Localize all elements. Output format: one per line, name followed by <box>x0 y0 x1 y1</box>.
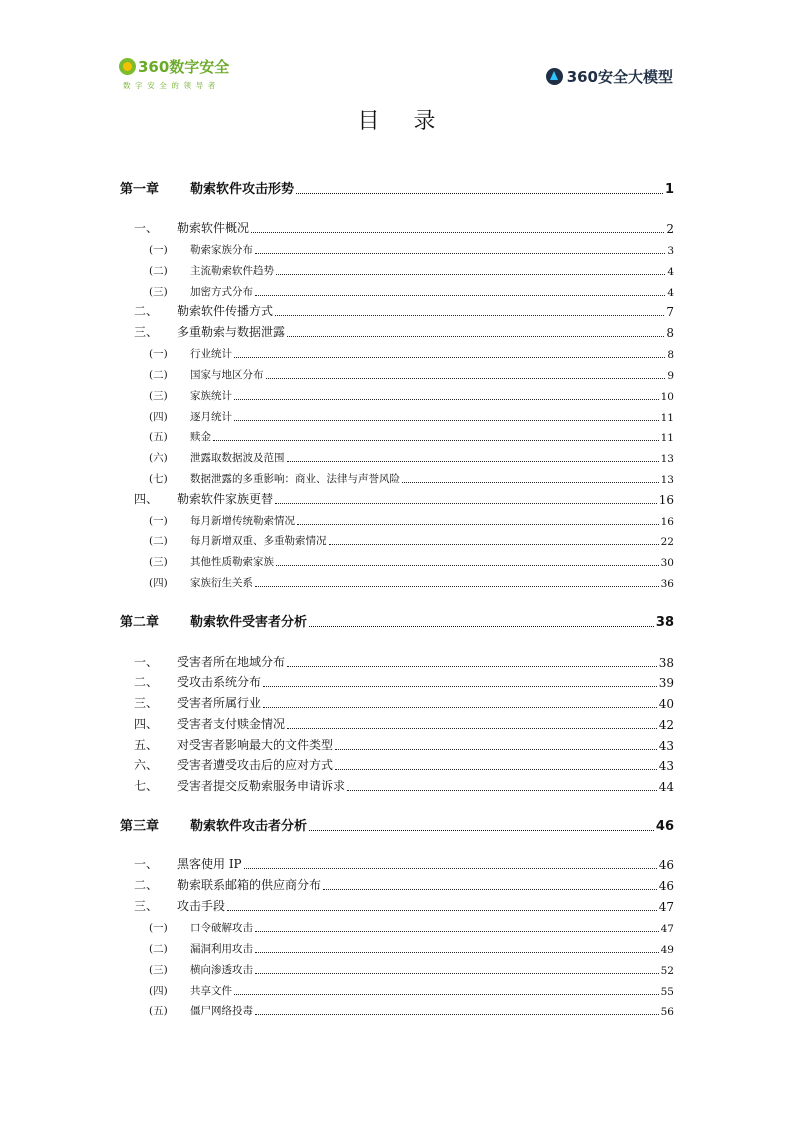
toc-entry-title: 其他性质勒索家族 <box>190 556 274 568</box>
toc-entry-page-number: 30 <box>660 557 674 569</box>
toc-entry-title: 加密方式分布 <box>190 286 253 298</box>
toc-entry-title: 勒索软件攻击者分析 <box>190 819 308 834</box>
toc-entry-title: 勒索家族分布 <box>190 244 253 256</box>
toc-entry-number: (二) <box>149 369 168 381</box>
toc-entry-number: (一) <box>149 515 168 527</box>
toc-entry-number: 第二章 <box>120 615 160 630</box>
toc-entry-title: 受害者所属行业 <box>177 696 262 710</box>
toc-entry-number: (二) <box>149 535 168 547</box>
dot-leader <box>287 335 664 337</box>
toc-entry[interactable] <box>0 982 793 1000</box>
toc-entry-title: 勒索软件概况 <box>177 221 250 235</box>
dot-leader <box>287 665 657 667</box>
logo-brand-text: 360数字安全 <box>138 58 230 76</box>
toc-entry-page-number: 3 <box>667 245 674 257</box>
dot-leader <box>255 930 659 932</box>
toc-entry[interactable] <box>0 491 793 509</box>
toc-entry-title: 攻击手段 <box>177 899 226 913</box>
toc-entry-title: 赎金 <box>190 431 211 443</box>
toc-entry[interactable] <box>0 898 793 916</box>
dot-leader <box>234 993 659 995</box>
toc-entry-number: 第一章 <box>120 182 160 197</box>
toc-entry-page-number: 7 <box>666 305 674 319</box>
toc-entry-page-number: 8 <box>667 349 674 361</box>
toc-entry-number: 三、 <box>134 899 159 913</box>
toc-entry-page-number: 55 <box>660 986 674 998</box>
toc-entry-number: 七、 <box>134 779 159 793</box>
dot-leader <box>275 314 664 316</box>
dot-leader <box>266 377 666 379</box>
toc-entry-number: (三) <box>149 390 168 402</box>
toc-entry-title: 受害者提交反勒索服务申请诉求 <box>177 779 346 793</box>
toc-entry-title: 勒索联系邮箱的供应商分布 <box>177 878 322 892</box>
toc-entry-title: 共享文件 <box>190 985 232 997</box>
toc-entry-number: (六) <box>149 452 168 464</box>
toc-entry-page-number: 13 <box>660 474 674 486</box>
dot-leader <box>297 523 659 525</box>
toc-entry[interactable] <box>0 532 793 550</box>
toc-entry[interactable] <box>0 512 793 530</box>
toc-entry[interactable] <box>0 283 793 301</box>
toc-entry-title: 僵尸网络投毒 <box>190 1005 253 1017</box>
toc-entry-title: 漏洞利用攻击 <box>190 943 253 955</box>
toc-entry[interactable] <box>0 778 793 796</box>
toc-entry-page-number: 4 <box>667 266 674 278</box>
toc-entry[interactable] <box>0 877 793 895</box>
toc-entry-page-number: 52 <box>660 965 674 977</box>
toc-entry-title: 家族统计 <box>190 390 232 402</box>
dot-leader <box>255 294 665 296</box>
dot-leader <box>323 888 657 890</box>
toc-entry-number: 四、 <box>134 717 159 731</box>
toc-entry[interactable] <box>0 324 793 342</box>
toc-entry-title: 黑客使用 IP <box>177 857 242 871</box>
logo-slogan: 数字安全的领导者 <box>123 81 220 90</box>
toc-entry-title: 逐月统计 <box>190 411 232 423</box>
toc-entry-page-number: 39 <box>658 676 674 690</box>
toc-entry-page-number: 11 <box>660 432 674 444</box>
toc-entry[interactable] <box>0 574 793 592</box>
toc-entry-page-number: 2 <box>666 222 674 236</box>
dot-leader <box>234 419 659 421</box>
dot-leader <box>329 543 659 545</box>
toc-entry[interactable] <box>0 387 793 405</box>
toc-entry[interactable] <box>0 961 793 979</box>
toc-entry-page-number: 40 <box>658 697 674 711</box>
dot-leader <box>234 356 665 358</box>
toc-entry-page-number: 38 <box>658 656 674 670</box>
toc-entry[interactable] <box>0 757 793 775</box>
dot-leader <box>244 867 657 869</box>
dot-leader <box>255 585 659 587</box>
toc-entry-number: 一、 <box>134 221 159 235</box>
toc-entry-page-number: 46 <box>658 879 674 893</box>
dot-leader <box>402 481 659 483</box>
360-llm-logo-icon <box>546 68 563 85</box>
toc-entry[interactable] <box>0 470 793 488</box>
toc-entry-title: 家族衍生关系 <box>190 577 253 589</box>
toc-entry-number: 四、 <box>134 492 159 506</box>
toc-entry-page-number: 10 <box>660 391 674 403</box>
toc-entry[interactable] <box>0 940 793 958</box>
toc-entry[interactable] <box>0 737 793 755</box>
toc-entry-page-number: 56 <box>660 1006 674 1018</box>
toc-entry-page-number: 49 <box>660 944 674 956</box>
toc-entry[interactable] <box>0 614 793 632</box>
toc-entry[interactable] <box>0 366 793 384</box>
toc-entry-number: 五、 <box>134 738 159 752</box>
dot-leader <box>335 748 657 750</box>
toc-entry-number: (三) <box>149 286 168 298</box>
toc-entry-page-number: 8 <box>666 326 674 340</box>
toc-entry-title: 行业统计 <box>190 348 232 360</box>
toc-entry-title: 受攻击系统分布 <box>177 675 262 689</box>
toc-entry-page-number: 16 <box>658 493 674 507</box>
dot-leader <box>234 398 659 400</box>
toc-entry-number: (一) <box>149 244 168 256</box>
toc-entry[interactable] <box>0 818 793 836</box>
toc-entry-number: (四) <box>149 577 168 589</box>
toc-entry-number: (一) <box>149 348 168 360</box>
toc-entry-page-number: 36 <box>660 578 674 590</box>
toc-entry-page-number: 47 <box>658 900 674 914</box>
toc-entry[interactable] <box>0 553 793 571</box>
toc-entry[interactable] <box>0 856 793 874</box>
dot-leader <box>276 273 665 275</box>
toc-entry[interactable] <box>0 428 793 446</box>
toc-entry-title: 勒索软件家族更替 <box>177 492 274 506</box>
toc-entry-number: 六、 <box>134 758 159 772</box>
toc-entry-number: (四) <box>149 411 168 423</box>
toc-entry-page-number: 44 <box>658 780 674 794</box>
toc-entry[interactable] <box>0 345 793 363</box>
toc-entry-number: (四) <box>149 985 168 997</box>
toc-entry-title: 受害者所在地域分布 <box>177 655 286 669</box>
logo-brand-text: 360安全大模型 <box>566 68 673 86</box>
toc-entry[interactable] <box>0 695 793 713</box>
toc-entry-title: 数据泄露的多重影响：商业、法律与声誉风险 <box>190 473 400 485</box>
toc-entry-page-number: 43 <box>658 759 674 773</box>
toc-entry[interactable] <box>0 181 793 199</box>
toc-entry-title: 勒索软件攻击形势 <box>190 182 295 197</box>
toc-entry[interactable] <box>0 408 793 426</box>
dot-leader <box>347 789 657 791</box>
toc-entry-number: (二) <box>149 265 168 277</box>
toc-entry-title: 受害者支付赎金情况 <box>177 717 286 731</box>
toc-entry-title: 对受害者影响最大的文件类型 <box>177 738 334 752</box>
dot-leader <box>251 231 664 233</box>
toc-entry-number: (七) <box>149 473 168 485</box>
dot-leader <box>227 909 657 911</box>
toc-entry-page-number: 46 <box>658 858 674 872</box>
toc-entry-page-number: 13 <box>660 453 674 465</box>
toc-entry-title: 每月新增传统勒索情况 <box>190 515 295 527</box>
toc-entry-number: 一、 <box>134 857 159 871</box>
toc-entry-page-number: 9 <box>667 370 674 382</box>
dot-leader <box>287 460 659 462</box>
toc-entry-page-number: 43 <box>658 739 674 753</box>
toc-entry-number: (五) <box>149 431 168 443</box>
toc-entry-page-number: 46 <box>655 819 674 834</box>
toc-entry-number: 三、 <box>134 696 159 710</box>
toc-entry-number: 二、 <box>134 304 159 318</box>
toc-entry-page-number: 11 <box>660 412 674 424</box>
toc-entry[interactable] <box>0 449 793 467</box>
toc-entry-title: 国家与地区分布 <box>190 369 264 381</box>
toc-entry-title: 多重勒索与数据泄露 <box>177 325 286 339</box>
dot-leader <box>309 829 654 831</box>
toc-entry-number: 第三章 <box>120 819 160 834</box>
toc-entry-title: 每月新增双重、多重勒索情况 <box>190 535 327 547</box>
dot-leader <box>335 768 657 770</box>
dot-leader <box>296 192 663 194</box>
toc-entry-number: 二、 <box>134 675 159 689</box>
toc-entry-page-number: 16 <box>660 516 674 528</box>
page-title: 目录 <box>357 109 470 134</box>
toc-entry-page-number: 1 <box>664 182 674 197</box>
dot-leader <box>255 1013 659 1015</box>
dot-leader <box>287 727 657 729</box>
dot-leader <box>275 502 657 504</box>
dot-leader <box>213 439 659 441</box>
dot-leader <box>276 564 659 566</box>
dot-leader <box>255 972 659 974</box>
toc-entry[interactable] <box>0 241 793 259</box>
toc-entry-number: (一) <box>149 922 168 934</box>
toc-entry[interactable] <box>0 654 793 672</box>
toc-entry-title: 主流勒索软件趋势 <box>190 265 274 277</box>
360-logo-icon <box>119 58 136 75</box>
logo-360-security-llm <box>546 66 673 87</box>
toc-entry-number: (三) <box>149 964 168 976</box>
toc-entry-number: (三) <box>149 556 168 568</box>
toc-entry-title: 横向渗透攻击 <box>190 964 253 976</box>
toc-entry[interactable] <box>0 262 793 280</box>
toc-entry-page-number: 4 <box>667 287 674 299</box>
toc-entry-page-number: 42 <box>658 718 674 732</box>
toc-entry[interactable] <box>0 716 793 734</box>
toc-entry-title: 受害者遭受攻击后的应对方式 <box>177 758 334 772</box>
toc-entry[interactable] <box>0 1002 793 1020</box>
toc-entry[interactable] <box>0 303 793 321</box>
toc-entry[interactable] <box>0 674 793 692</box>
toc-entry-page-number: 47 <box>660 923 674 935</box>
dot-leader <box>255 951 659 953</box>
toc-entry-page-number: 38 <box>655 615 674 630</box>
toc-entry-number: 三、 <box>134 325 159 339</box>
logo-360-digital-security <box>119 56 229 91</box>
toc-entry-number: 一、 <box>134 655 159 669</box>
toc-entry-title: 勒索软件受害者分析 <box>190 615 308 630</box>
toc-entry-title: 勒索软件传播方式 <box>177 304 274 318</box>
toc-entry[interactable] <box>0 919 793 937</box>
toc-entry-number: (二) <box>149 943 168 955</box>
dot-leader <box>309 625 654 627</box>
dot-leader <box>263 706 657 708</box>
dot-leader <box>255 252 665 254</box>
dot-leader <box>263 685 657 687</box>
toc-entry-number: (五) <box>149 1005 168 1017</box>
toc-entry-number: 二、 <box>134 878 159 892</box>
toc-entry-page-number: 22 <box>660 536 674 548</box>
toc-entry-title: 口令破解攻击 <box>190 922 253 934</box>
toc-entry-title: 泄露取数据波及范围 <box>190 452 285 464</box>
toc-entry[interactable] <box>0 220 793 238</box>
